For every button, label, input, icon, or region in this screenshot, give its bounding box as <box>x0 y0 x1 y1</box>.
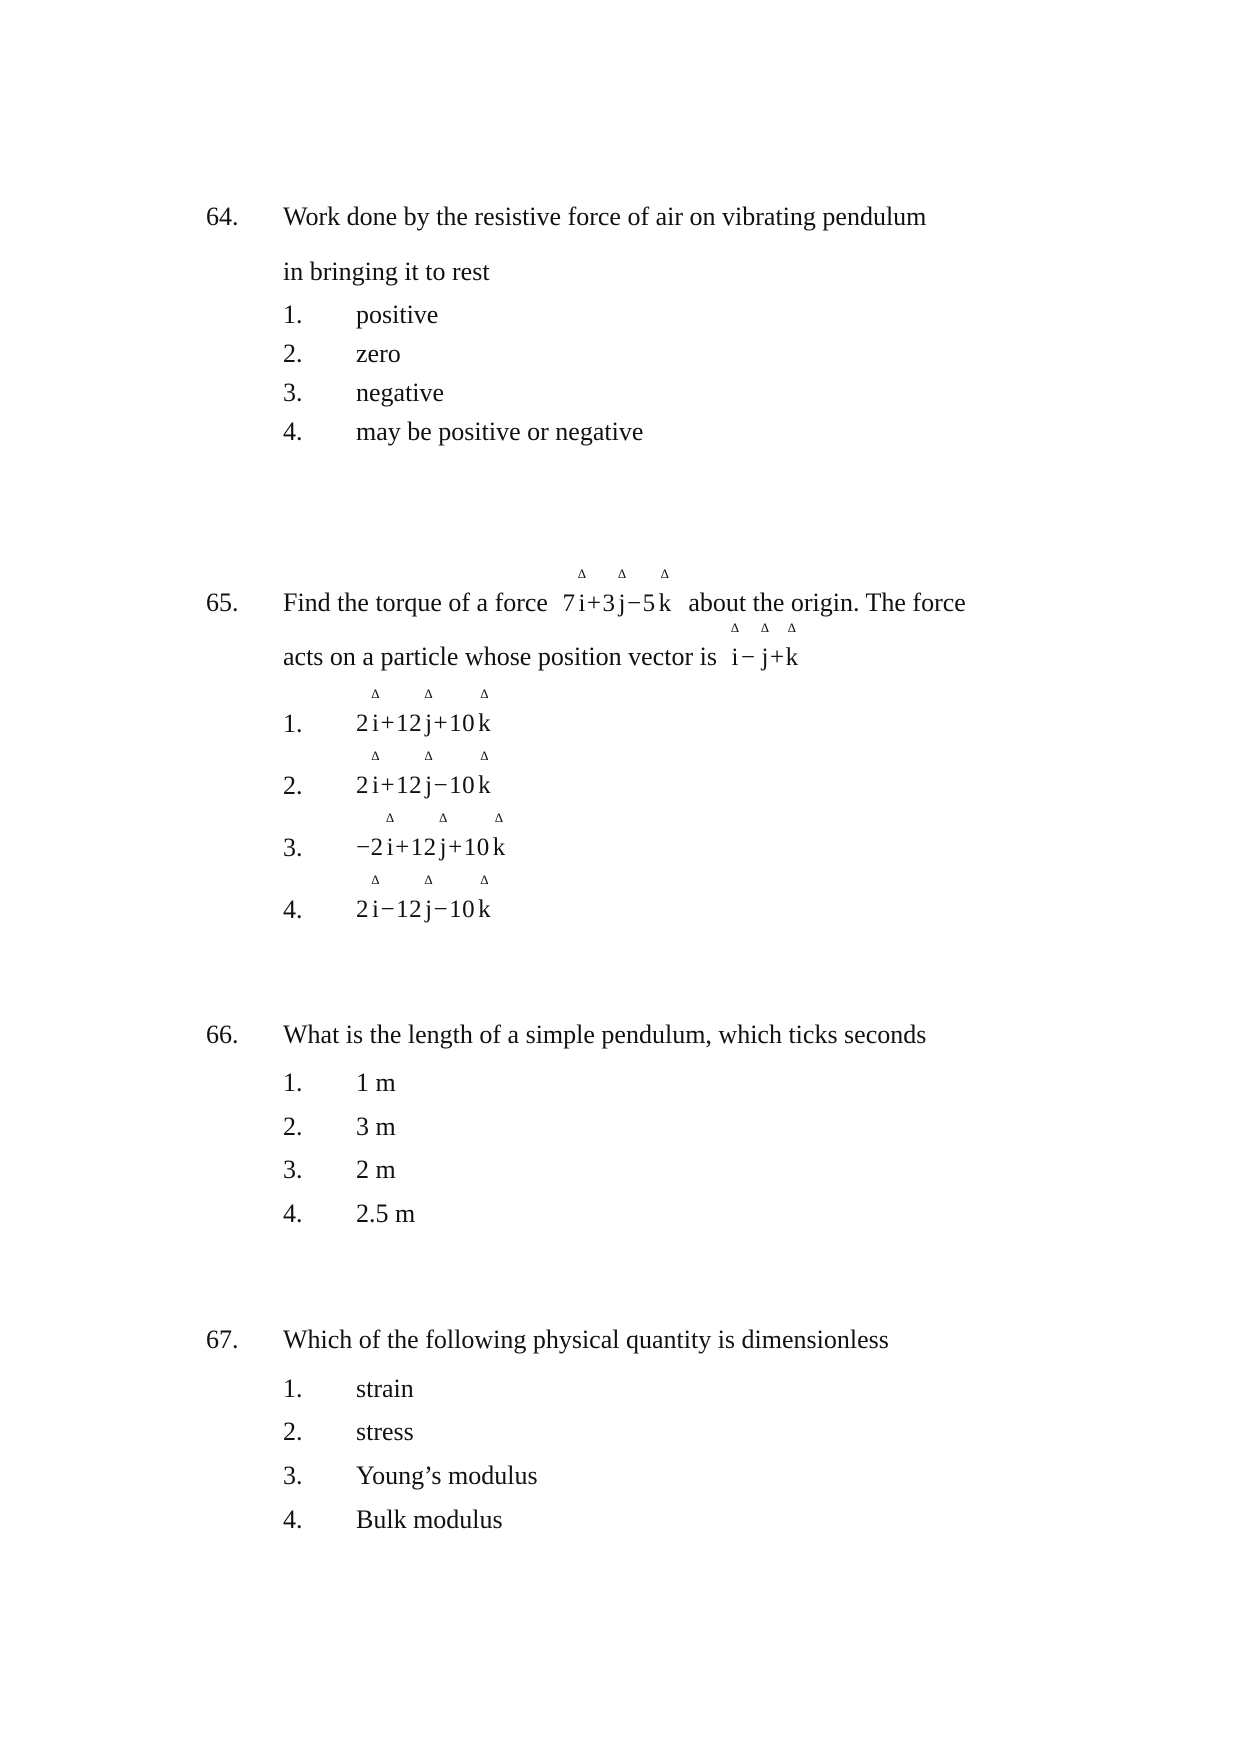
option-number: 2. <box>283 1112 303 1141</box>
k-coefficient: 10 <box>449 710 476 737</box>
unit-vector-j: j Δ <box>438 810 448 861</box>
question-text-line-1: What is the length of a simple pendulum, which ticks seconds <box>283 1020 927 1049</box>
j-coefficient: 12 <box>396 710 423 737</box>
unit-vector-i: i Δ <box>371 686 381 737</box>
option-number: 2. <box>283 339 303 368</box>
j-coefficient: 12 <box>396 772 423 799</box>
k-coefficient: 10 <box>449 896 476 923</box>
hat-icon: Δ <box>424 872 434 887</box>
hat-icon: Δ <box>577 566 587 581</box>
question-text-after: about the origin. The force <box>688 588 966 617</box>
option-number: 1. <box>283 1068 303 1097</box>
hat-icon: Δ <box>617 566 627 581</box>
option-number: 4. <box>283 895 303 924</box>
option-vector <box>356 748 492 801</box>
option-text: positive <box>356 300 439 329</box>
i-coefficient: 2 <box>370 834 384 861</box>
operator: + <box>395 834 410 861</box>
unit-vector-i: i Δ <box>371 872 381 923</box>
option-text: may be positive or negative <box>356 417 644 446</box>
option-number: 1. <box>283 709 303 738</box>
question-text-line-2 <box>283 620 799 673</box>
option-number: 1. <box>283 300 303 329</box>
position-vector <box>730 620 799 671</box>
unit-vector-k: k Δ <box>492 810 506 861</box>
hat-icon: Δ <box>371 748 381 763</box>
j-coefficient: 3 <box>602 590 616 617</box>
k-coefficient: 10 <box>449 772 476 799</box>
hat-icon: Δ <box>424 686 434 701</box>
hat-icon: Δ <box>480 872 490 887</box>
hat-icon: Δ <box>494 810 504 825</box>
unit-vector-k: k Δ <box>478 686 492 737</box>
unit-vector-i: i Δ <box>577 566 587 617</box>
hat-icon: Δ <box>760 620 770 635</box>
option-text: zero <box>356 339 401 368</box>
option-number: 2. <box>283 771 303 800</box>
unit-vector-k: k Δ <box>658 566 672 617</box>
unit-vector-k: k Δ <box>478 748 492 799</box>
question-number: 66. <box>206 1020 239 1049</box>
i-coefficient: 2 <box>356 896 369 923</box>
operator: + <box>448 834 463 861</box>
hat-icon: Δ <box>480 686 490 701</box>
question-number: 67. <box>206 1325 239 1354</box>
question-text-line-1: Work done by the resistive force of air on vibrating pendulum <box>283 202 927 231</box>
unit-vector-j: j Δ <box>424 748 434 799</box>
i-coefficient: 2 <box>356 772 369 799</box>
j-coefficient: 12 <box>410 834 437 861</box>
option-vector <box>356 686 492 739</box>
unit-vector-j: j Δ <box>617 566 627 617</box>
operator: + <box>380 772 396 799</box>
option-text: 2.5 m <box>356 1199 416 1228</box>
option-number: 4. <box>283 1199 303 1228</box>
k-coefficient: 5 <box>642 590 656 617</box>
hat-icon: Δ <box>787 620 797 635</box>
operator: − <box>433 772 449 799</box>
question-number: 65. <box>206 588 239 617</box>
hat-icon: Δ <box>480 748 490 763</box>
unit-vector-k: k Δ <box>478 872 492 923</box>
option-number: 3. <box>283 1155 303 1184</box>
option-vector <box>356 810 506 863</box>
question-text-before: acts on a particle whose position vector is <box>283 642 717 671</box>
option-number: 4. <box>283 417 303 446</box>
operator: + <box>586 590 602 617</box>
question-text-before: Find the torque of a force <box>283 588 548 617</box>
option-text: 3 m <box>356 1112 396 1141</box>
option-text: 1 m <box>356 1068 396 1097</box>
question-number: 64. <box>206 202 239 231</box>
hat-icon: Δ <box>424 748 434 763</box>
unit-vector-j: j Δ <box>760 620 770 671</box>
unit-vector-i: i Δ <box>385 810 395 861</box>
unit-vector-i: i Δ <box>371 748 381 799</box>
k-coefficient: 10 <box>463 834 490 861</box>
i-coefficient: 2 <box>356 710 369 737</box>
hat-icon: Δ <box>371 872 381 887</box>
option-text: 2 m <box>356 1155 396 1184</box>
i-coefficient: 7 <box>562 590 576 617</box>
hat-icon: Δ <box>730 620 740 635</box>
operator: + <box>380 710 396 737</box>
j-coefficient: 12 <box>396 896 423 923</box>
unit-vector-i: i Δ <box>730 620 740 671</box>
operator: − <box>740 644 756 671</box>
operator: + <box>433 710 449 737</box>
force-vector <box>562 566 678 617</box>
hat-icon: Δ <box>660 566 670 581</box>
operator: + <box>769 644 785 671</box>
option-text: Bulk modulus <box>356 1505 503 1534</box>
option-number: 3. <box>283 1461 303 1490</box>
hat-icon: Δ <box>438 810 448 825</box>
option-number: 3. <box>283 833 303 862</box>
option-text: stress <box>356 1417 414 1446</box>
operator: − <box>380 896 396 923</box>
hat-icon: Δ <box>385 810 395 825</box>
option-number: 4. <box>283 1505 303 1534</box>
option-vector <box>356 872 492 925</box>
option-number: 2. <box>283 1417 303 1446</box>
unit-vector-k: k Δ <box>785 620 799 671</box>
option-text: negative <box>356 378 445 407</box>
sign: − <box>356 834 371 861</box>
hat-icon: Δ <box>371 686 381 701</box>
unit-vector-j: j Δ <box>424 686 434 737</box>
operator: − <box>433 896 449 923</box>
question-text-line-1 <box>283 566 966 619</box>
unit-vector-j: j Δ <box>424 872 434 923</box>
option-text: strain <box>356 1374 414 1403</box>
operator: − <box>626 590 642 617</box>
option-number: 1. <box>283 1374 303 1403</box>
option-text: Young’s modulus <box>356 1461 538 1490</box>
option-number: 3. <box>283 378 303 407</box>
question-text-line-1: Which of the following physical quantity is dimensionless <box>283 1325 889 1354</box>
question-text-line-2: in bringing it to rest <box>283 257 490 286</box>
